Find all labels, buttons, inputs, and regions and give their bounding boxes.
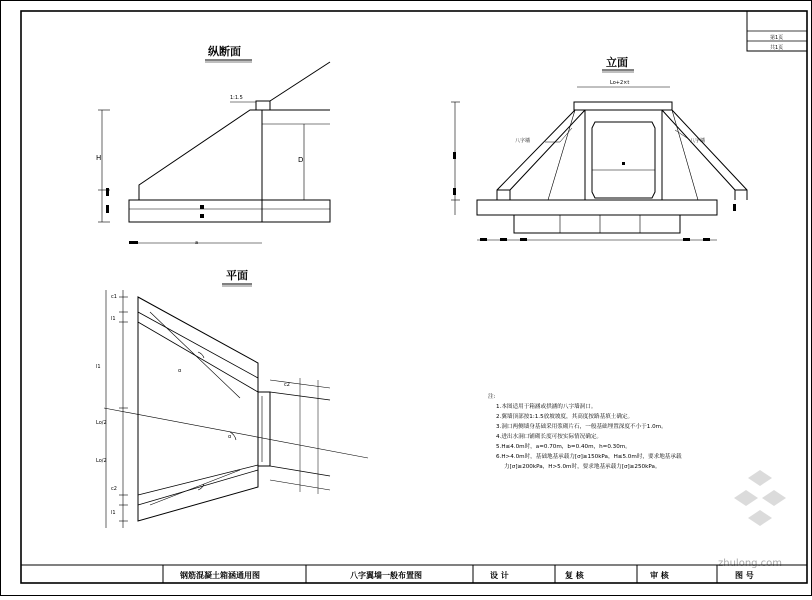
notes-heading: 注: <box>488 394 496 400</box>
title-drawing-name: 八字翼墙一般布置图 <box>350 571 422 580</box>
title-design: 设 计 <box>490 571 509 580</box>
section-dim-D: D <box>298 156 304 164</box>
plan-lo2-upper: Lo/2 <box>96 420 107 426</box>
note-3: 3.洞口两侧墙身基础采用浆砌片石，一般基础埋置深度不小于1.0m。 <box>496 424 667 430</box>
plan-l1-mid: l1 <box>96 364 101 370</box>
note-5: 5.H≤4.0m时，a=0.70m，b=0.40m，h=0.30m。 <box>496 444 631 450</box>
plan-l1-bottom: l1 <box>111 510 116 516</box>
plan-c2-lower: c2 <box>111 486 117 492</box>
page-counter <box>747 11 807 51</box>
plan-l1-top: l1 <box>111 316 116 322</box>
watermark-logo <box>718 470 786 569</box>
title-review: 复 核 <box>565 571 584 580</box>
notes-block <box>488 392 682 470</box>
plan-alpha-upper: α <box>178 368 182 374</box>
section-title: 纵断面 <box>208 45 241 58</box>
title-drawing-no: 图 号 <box>735 571 754 580</box>
section-view <box>96 44 330 246</box>
title-project: 钢筋混凝土箱涵通用图 <box>180 571 260 580</box>
note-4: 4.进出水洞口铺砌长度可按实际情况确定。 <box>496 434 603 440</box>
outer-border <box>1 1 812 596</box>
note-7: 力[σ]≥200kPa，H>5.0m时，要求地基承载力[σ]≥250kPa。 <box>504 464 661 470</box>
title-block <box>21 565 807 583</box>
plan-title: 平面 <box>226 269 248 282</box>
elevation-right-wingwall-label: 八字墙 <box>690 138 706 144</box>
elevation-view <box>451 55 747 241</box>
elevation-top-dim: Lo+2×t <box>610 80 630 86</box>
page-number: 第1页 <box>770 35 784 41</box>
note-6: 6.H>4.0m时，基础地基承载力[σ]≥150kPa，H≤5.0m时，要求地基承载 <box>496 454 682 460</box>
plan-lo2-lower: Lo/2 <box>96 458 107 464</box>
watermark-text: zhulong.com <box>718 558 783 569</box>
section-dim-H: H <box>96 154 102 162</box>
section-dim-a: a <box>195 240 199 246</box>
plan-view <box>96 268 368 528</box>
title-approve: 审 核 <box>650 571 669 580</box>
plan-c1-top: c1 <box>111 294 117 300</box>
page-total: 共1页 <box>770 45 784 51</box>
plan-alpha-label: α <box>228 434 232 440</box>
elevation-title: 立面 <box>606 56 628 69</box>
section-slope-label: 1:1.5 <box>230 95 243 101</box>
note-2: 2.翼墙顶部按1:1.5放坡坡度，其高度按路基填土确定。 <box>496 414 634 420</box>
plan-c2-label: c2 <box>284 382 290 388</box>
elevation-left-wingwall-label: 八字墙 <box>515 138 531 144</box>
note-1: 1.本图适用于箱涵或拱涵的八字墙洞口。 <box>496 404 597 410</box>
